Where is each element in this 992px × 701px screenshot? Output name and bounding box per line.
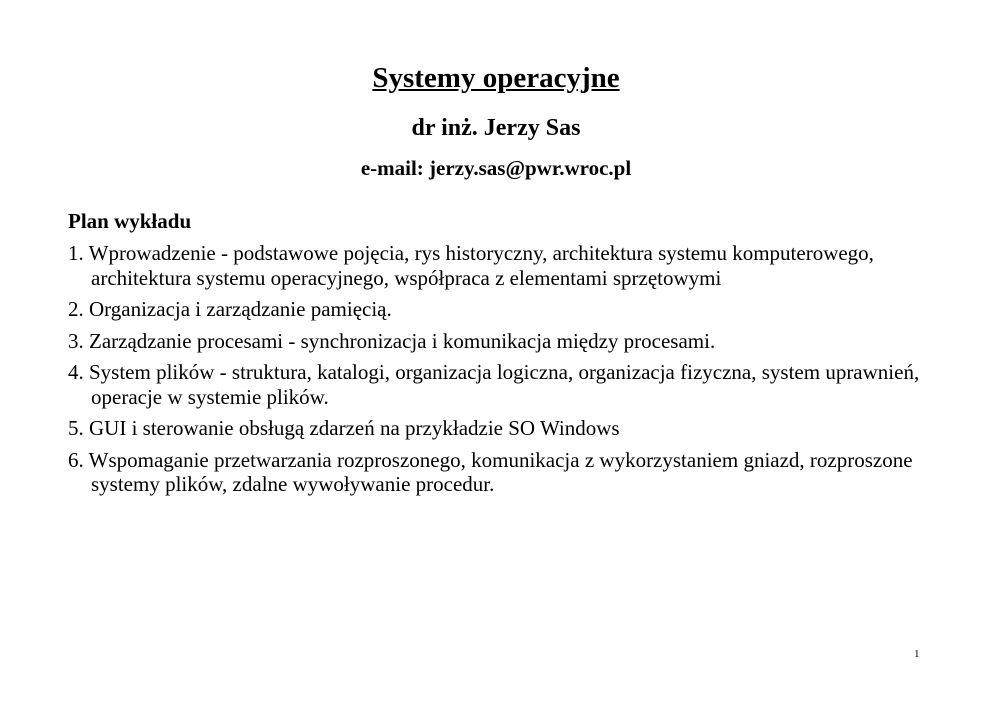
author-name: dr inż. Jerzy Sas: [411, 115, 581, 141]
plan-item-2: 2. Organizacja i zarządzanie pamięcią.: [68, 297, 392, 321]
plan-heading: Plan wykładu: [68, 209, 192, 233]
plan-item-1: 1. Wprowadzenie - podstawowe pojęcia, rys historyczny, architektura systemu komputerowego, architektura systemu operacyjnego, współpraca z elementami sprzętowymi: [68, 241, 874, 290]
plan-item-3: 3. Zarządzanie procesami - synchronizacja i komunikacja między procesami.: [68, 328, 716, 353]
plan-item-4: 4. System plików - struktura, katalogi, organizacja logiczna, organizacja fizyczna, system uprawnień, operacje w systemie plików.: [68, 360, 920, 409]
author-email: e-mail: jerzy.sas@pwr.wroc.pl: [360, 156, 632, 180]
plan-item-6: 6. Wspomaganie przetwarzania rozproszonego, komunikacja z wykorzystaniem gniazd, rozproszone systemy plików, zdalne wywoływanie procedur.: [68, 447, 913, 496]
page-number: 1: [914, 648, 920, 660]
plan-list: [68, 241, 948, 504]
plan-item-5: 5. GUI i sterowanie obsługą zdarzeń na przykładzie SO Windows: [68, 416, 620, 440]
document-title: Systemy operacyjne: [372, 62, 620, 94]
